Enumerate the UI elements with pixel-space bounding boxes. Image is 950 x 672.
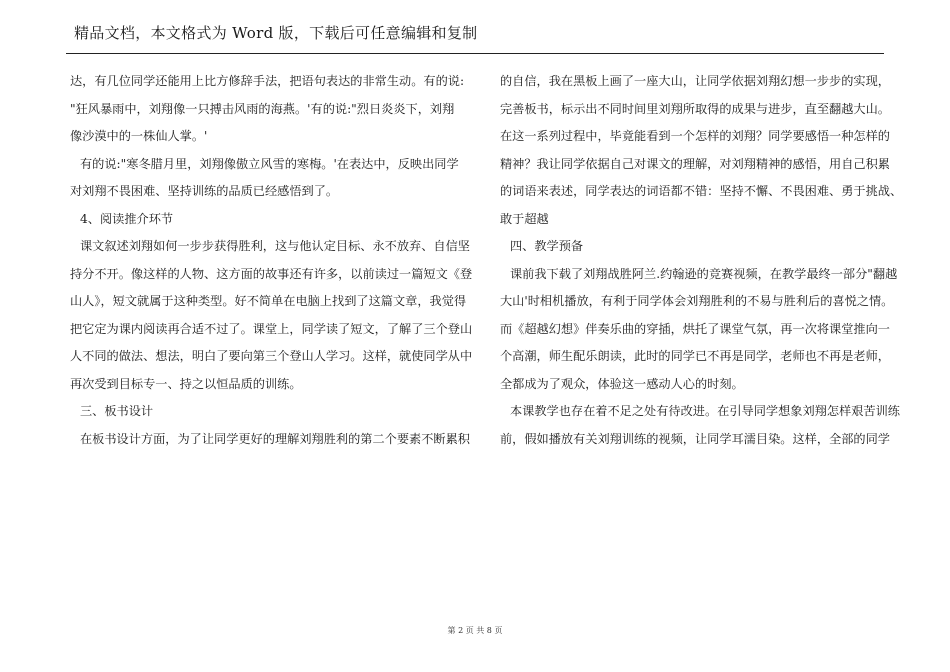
text-line: 而《超越幻想》伴奏乐曲的穿插，烘托了课堂气氛，再一次将课堂推向一 (500, 321, 890, 336)
text-line: 前，假如播放有关刘翔训练的视频，让同学耳濡目染。这样，全部的同学 (500, 431, 890, 446)
text-line: 敢于超越 (500, 211, 549, 226)
text-line: 的自信，我在黑板上画了一座大山，让同学依据刘翔幻想一步步的实现， (500, 74, 890, 88)
text-line: 精神？我让同学依据自己对课文的理解，对刘翔精神的感悟，用自己积累 (500, 156, 890, 171)
text-line: 对刘翔不畏困难、坚持训练的品质已经感悟到了。 (70, 184, 339, 198)
text-line: 完善板书，标示出不同时间里刘翔所取得的成果与进步，直至翻越大山。 (500, 101, 890, 116)
text-line: 有的说:"寒冬腊月里，刘翔像傲立风雪的寒梅。'在表达中，反映出同学 (80, 156, 459, 171)
text-line: 像沙漠中的一株仙人掌。' (70, 129, 208, 143)
text-line: 全都成为了观众，体验这一感动人心的时刻。 (500, 376, 744, 391)
text-line: 在这一系列过程中，毕竟能看到一个怎样的刘翔？同学要感悟一种怎样的 (500, 129, 890, 143)
text-line: 的词语来表述，同学表达的词语都不错：坚持不懈、不畏困难、勇于挑战、 (500, 184, 903, 198)
text-line: 在板书设计方面，为了让同学更好的理解刘翔胜利的第二个要素不断累积 (80, 431, 470, 446)
text-line: "狂风暴雨中，刘翔像一只搏击风雨的海燕。'有的说:"烈日炎炎下，刘翔 (70, 101, 455, 116)
left-column (70, 68, 472, 453)
text-line: 把它定为课内阅读再合适不过了。课堂上，同学读了短文，了解了三个登山 (70, 321, 473, 336)
text-line: 人不同的做法、想法，明白了要向第三个登山人学习。这样，就使同学从中 (70, 349, 473, 363)
section-heading: 三、板书设计 (80, 404, 154, 418)
text-line: 达，有几位同学还能用上比方修辞手法，把语句表达的非常生动。有的说: (70, 74, 465, 88)
text-line: 本课教学也存在着不足之处有待改进。在引导同学想象刘翔怎样艰苦训练 (510, 404, 900, 418)
text-line: 课前我下载了刘翔战胜阿兰.约翰逊的竞赛视频，在教学最终一部分"翻越 (510, 266, 898, 281)
text-line: 大山'时相机播放，有利于同学体会刘翔胜利的不易与胜利后的喜悦之情。 (500, 294, 894, 308)
text-line: 个高潮，师生配乐朗读，此时的同学已不再是同学，老师也不再是老师， (500, 349, 890, 363)
text-line: 课文叙述刘翔如何一步步获得胜利，这与他认定目标、永不放弃、自信坚 (80, 239, 470, 253)
header-divider (66, 53, 884, 54)
text-line: 山人》，短文就属于这种类型。好不简单在电脑上找到了这篇文章，我觉得 (70, 294, 467, 308)
section-heading: 4、阅读推介环节 (80, 211, 174, 226)
document-header: 精品文档，本文格式为 Word 版，下载后可任意编辑和复制 (74, 24, 478, 42)
page-number: 第 2 页 共 8 页 (447, 626, 503, 635)
right-column (500, 68, 902, 453)
text-line: 再次受到目标专一、持之以恒品质的训练。 (70, 376, 302, 391)
text-line: 持分不开。像这样的人物、这方面的故事还有许多，以前读过一篇短文《登 (70, 266, 473, 281)
section-heading: 四、教学预备 (510, 239, 584, 253)
